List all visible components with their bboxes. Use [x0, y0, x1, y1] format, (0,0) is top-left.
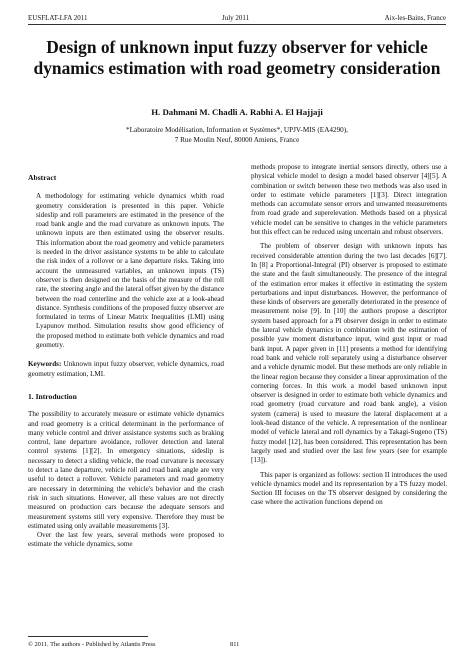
- section-heading-introduction: 1. Introduction: [28, 391, 77, 401]
- affiliation: [28, 125, 446, 145]
- right-paragraph-2: The problem of observer design with unknown inputs has received considerable attention during the two last decades [6][7]. In [8] a Proportional-Integral (PI) observer is proposed to estimate the state and the fault simultaneously. The presence of the integral of the estimation error makes it effective in estimating the system perturbations and input disturbances. However, the performance of these kinds of observers are generally deteriorated in the presence of measurement noise [9]. In [10] the authors propose a descriptor system based approach for a PI observer design in order to estimate the lateral vehicle dynamics in combination with the estimation of possible yaw moment disturbance input, wind gust input or road bank input. A paper given in [11] presents a method for identifying road bank and vehicle roll separately using a disturbance observer and a vehicle dynamic model. But these methods are only reliable in the linear region because they consider a linear approximation of the cornering forces. In this work a model based unknown input observer is designed in order to estimate both vehicle dynamics and road geometry (road curvature and road bank angle), a vision system (camera) is used to measure the lateral displacement at a look-head distance of the vehicle. A representation of the nonlinear model of vehicle lateral and roll dynamics by a Takagi-Sugeno (TS) fuzzy model [12], has been considered. This representation has been largely used and studied over the last few years (see for example [13]).: [251, 242, 447, 465]
- affiliation-line-2: 7 Rue Moulin Neuf, 80000 Amiens, France: [174, 136, 300, 144]
- left-column: [28, 163, 224, 550]
- right-column: [251, 163, 447, 508]
- intro-paragraph-2: Over the last few years, several methods were proposed to estimate the vehicle dynamics, some: [28, 531, 224, 549]
- right-paragraph-1: methods propose to integrate inertial sensors directly, others use a physical vehicle model to design a model based observer [4][5]. A combination or switch between these two methods was also used in order to estimate vehicle parameters [1][3]. Direct integration methods can accumulate sensor errors and unwanted measurements from road grade and superelevation. Methods based on a physical vehicle model can be sensitive to changes in the vehicle parameters but this effect can be reduced using uncertain and robust observers.: [251, 163, 447, 237]
- keywords-text: Unknown input fuzzy observer, vehicle dynamics, road geometry estimation, LMI.: [28, 360, 224, 378]
- keywords: [28, 360, 224, 379]
- right-paragraph-3: This paper is organized as follows: section II introduces the used vehicle dynamics model and its representation by a TS fuzzy model. Section III focuses on the TS observer designed by considering the case where the activation functions depend on: [251, 470, 447, 507]
- header-location: Aix-les-Bains, France: [384, 14, 446, 22]
- intro-paragraph-1: The possibility to accurately measure or estimate vehicle dynamics and road geometry is a critical determinant in the performance of many vehicle control and driver assistance systems such as braking control, lane departure avoidance, rollover detection and lateral control systems [1][2]. In emergency situations, sideslip is necessary to detect a sliding vehicle, the road curvature is necessary to detect a lane departure, vehicle roll and road bank angle are very useful to detect a rollover. Vehicle parameters and road geometry are necessary in determining the vehicle's behavior and the crash risk in such situations. However, all these values are not directly measured on production cars because the adequate sensors and measurement systems still very expensive. Therefore they must be estimated using only available measurements [3].: [28, 410, 224, 530]
- author-list: H. Dahmani M. Chadli A. Rabhi A. El Hajjaji: [151, 107, 323, 117]
- keywords-label: Keywords:: [28, 360, 62, 369]
- paper-title: Design of unknown input fuzzy observer for vehicle dynamics estimation with road geometry consideration: [33, 37, 441, 78]
- abstract-heading: Abstract: [28, 173, 57, 182]
- abstract-body: A methodology for estimating vehicle dynamics whith road geometry consideration is presented in this paper. Vehicle sideslip and roll parameters are estimated in the presence of the road bank angle and the road curvature as unknown inputs. The unknown inputs are then estimated using the observer results. This information about the road geometry and vehicle parameters is needed in the driver assistance systems to be able to calculate the risk index of a rollover or a lane departure risks. Taking into account the unmeasured variables, an unknown inputs (TS) observer is then designed on the basis of the measure of the roll rate, the steering angle and the lateral offset given by the distance between the road centerline and the vehicle axe at a look-ahead distance. Synthesis conditions of the proposed fuzzy observer are formulated in terms of Linear Matrix Inequalities (LMI) using Lyapunov method. Simulation results show good efficiency of the proposed method to estimate both vehicle dynamics and road geometry.: [36, 192, 224, 350]
- page-number: 811: [230, 641, 240, 648]
- footer-copyright: © 2011. The authors - Published by Atlantis Press: [28, 641, 156, 648]
- footer-rule: [28, 636, 148, 637]
- header-date: July 2011: [222, 14, 250, 22]
- header-rule: [28, 24, 446, 25]
- header-conference: EUSFLAT-LFA 2011: [28, 14, 88, 22]
- affiliation-line-1: *Laboratoire Modélisation, Information et Systèmes*, UPJV-MIS (EA4290),: [126, 126, 348, 134]
